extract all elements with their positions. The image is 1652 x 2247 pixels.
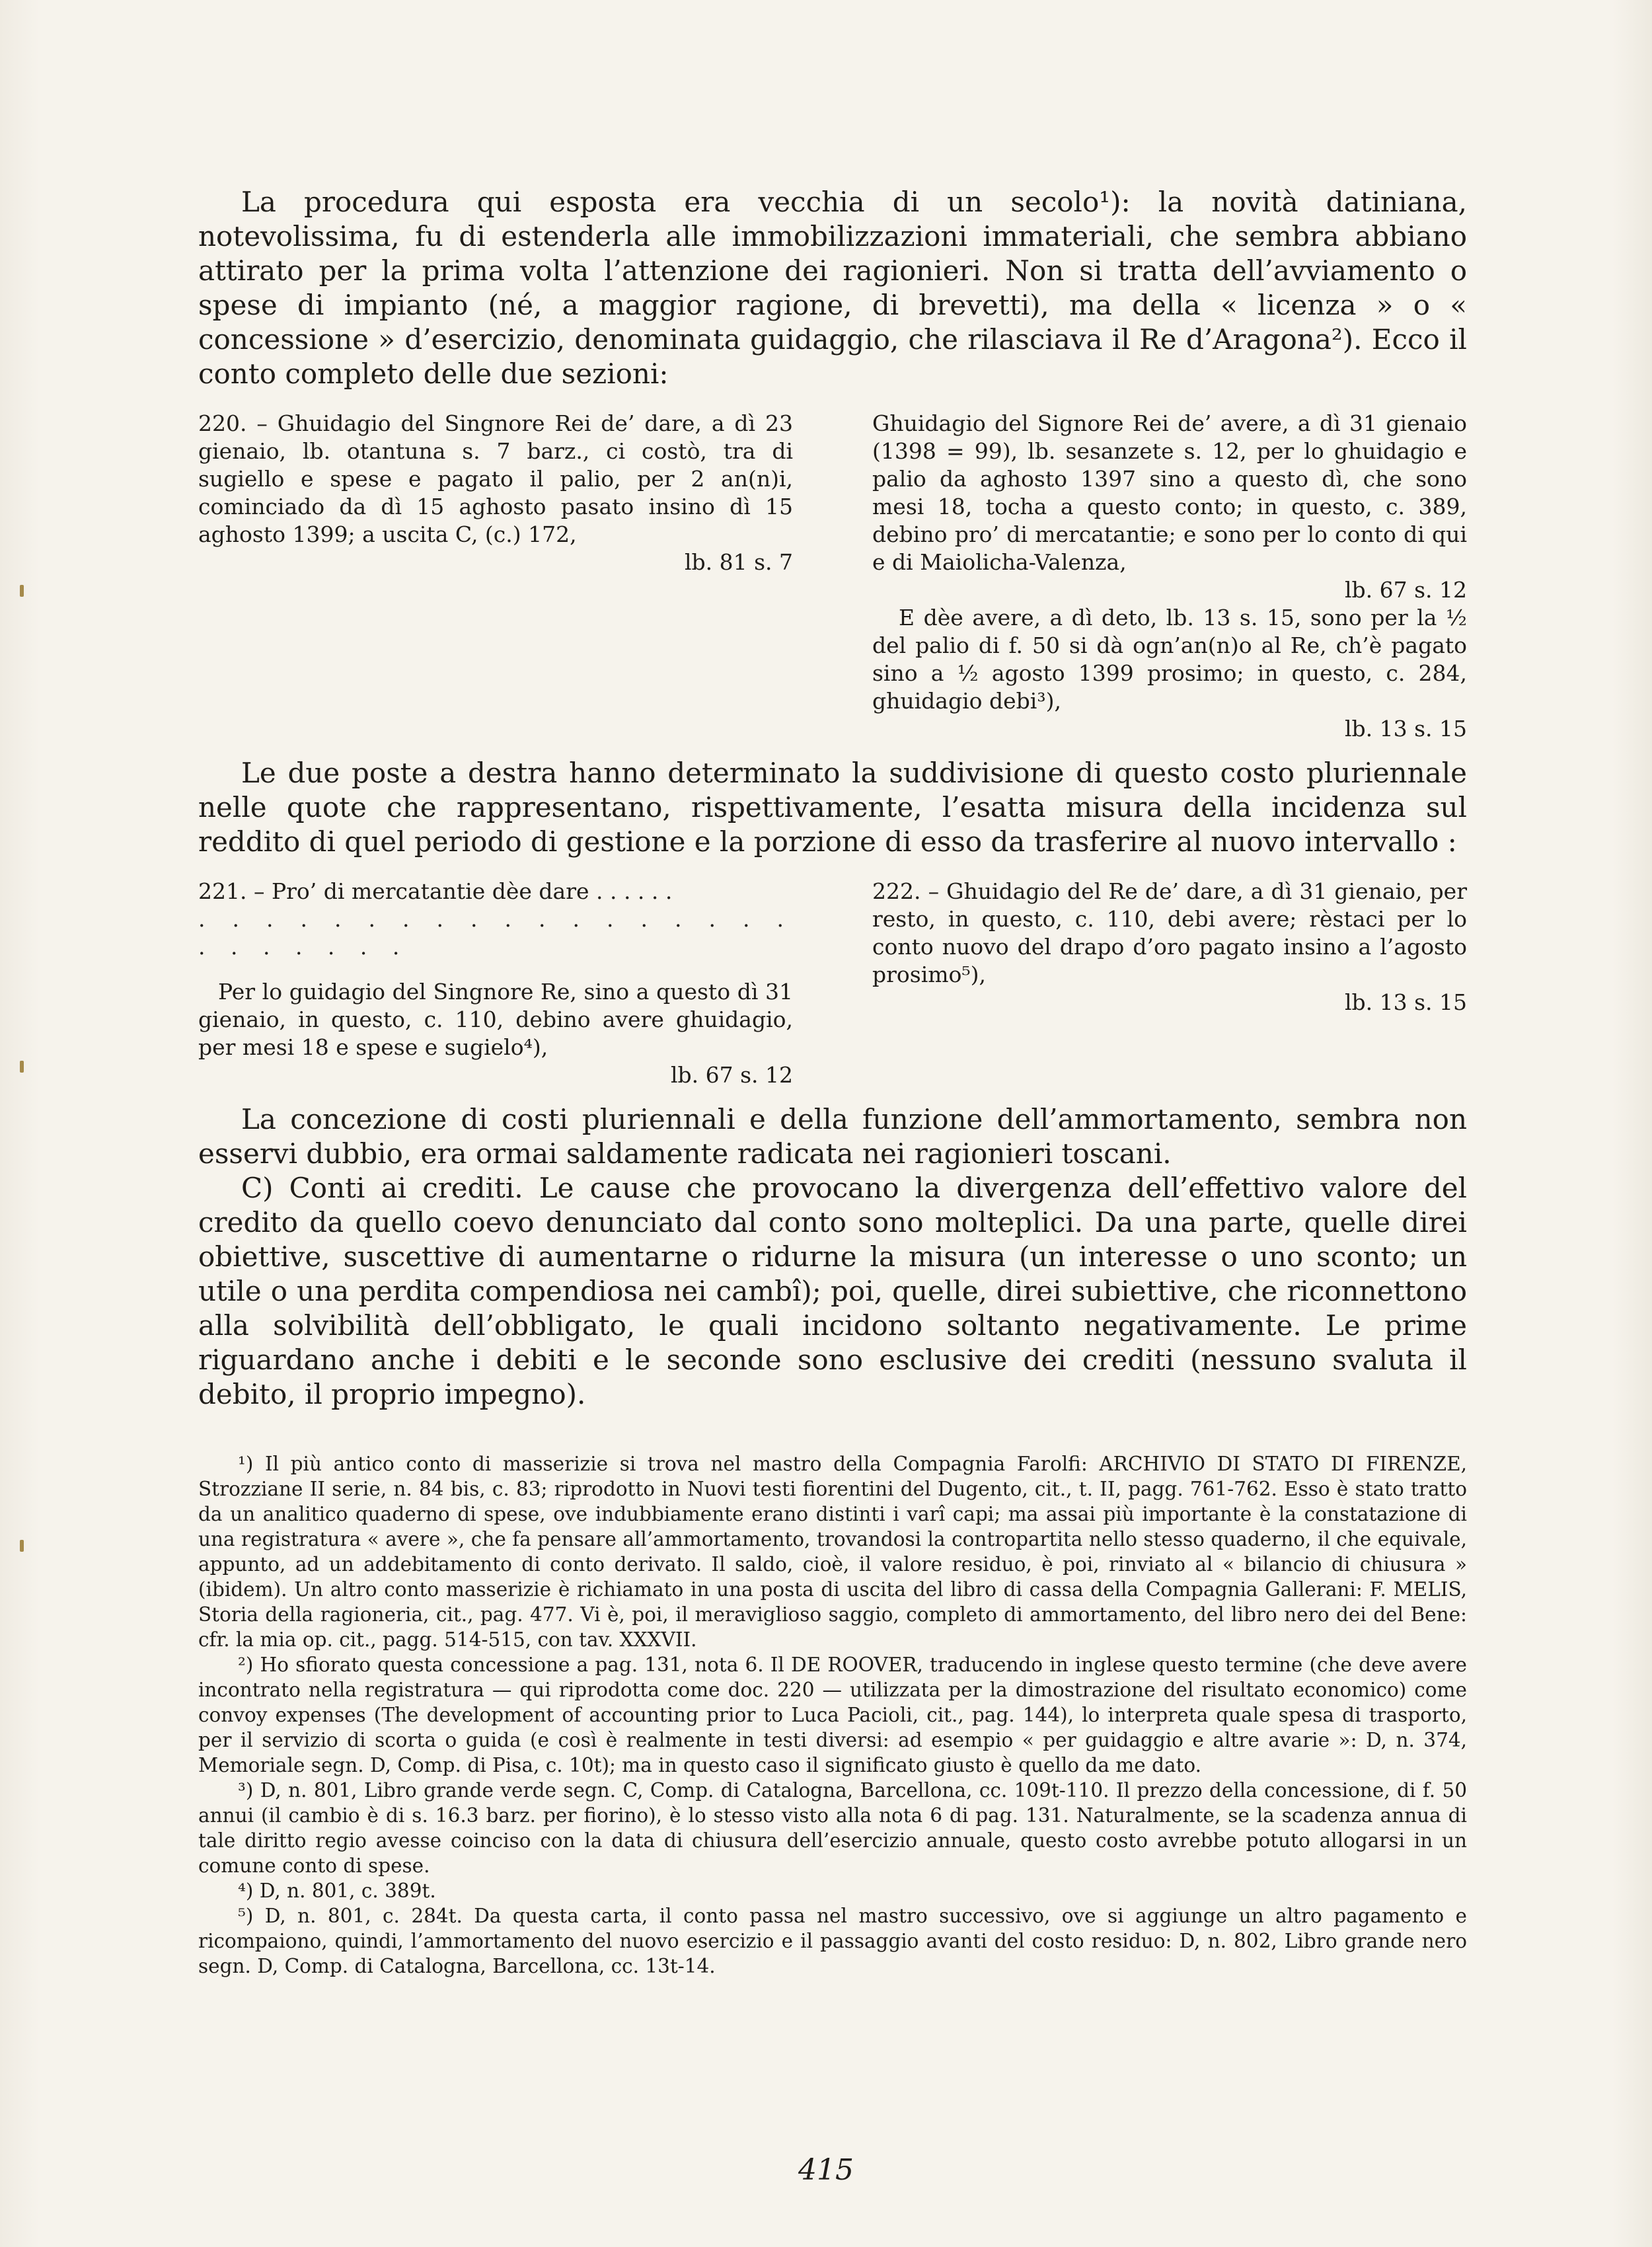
entry-avere-a-text: Ghuidagio del Signore Rei de’ avere, a dì 31 gienaio (1398 = 99), lb. sesanzete s. 12, per lo ghuidagio e palio da aghosto 1397 sino a questo dì, che sono mesi 18, tocha a questo conto; in questo, c. 389, debino pro’ di mercatantie; e sono per lo conto di qui e di Maiolicha-Valenza, [872,410,1467,575]
paragraph-4: C) Conti ai crediti. Le cause che provocano la divergenza dell’effettivo valore del credito da quello coevo denunciato dal conto sono molteplici. Da una parte, quelle direi obiettive, suscettive di aumentarne o ridurne la misura (un interesse o uno sconto; un utile o una perdita compendiosa nei cambî); poi, quelle, direi subiettive, che riconnettono alla solvibilità dell’obbligato, le quali incidono soltanto negativamente. Le prime riguardano anche i debiti e le seconde sono esclusive dei crediti (nessuno svaluta il debito, il proprio impegno). [198,1172,1467,1410]
entry-avere-b-text: E dèe avere, a dì deto, lb. 13 s. 15, sono per la ½ del palio di f. 50 si dà ogn’an(n)o al Re, ch’è pagato sino a ½ agosto 1399 prosimo; in questo, c. 284, ghuidagio debi³), [872,605,1467,714]
entry-221 [198,878,793,1089]
entry-avere-a-amount: lb. 67 s. 12 [1344,577,1467,603]
entry-220-dare [198,410,793,743]
entry-222 [872,878,1467,1089]
ledger-entries-221-222 [198,878,1467,1089]
margin-mark [20,1061,24,1073]
footnote-5: ⁵) D, n. 801, c. 284t. Da questa carta, il conto passa nel mastro successivo, ove si aggiunge un altro pagamento e ricompaiono, quindi, l’ammortamento del nuovo esercizio e il passaggio avanti del costo residuo: D, n. 802, Libro grande nero segn. D, Comp. di Catalogna, Barcellona, cc. 13t-14. [198,1905,1467,1977]
margin-mark [20,585,24,597]
entry-221-amount: lb. 67 s. 12 [670,1062,793,1088]
paragraph-3: La concezione di costi pluriennali e della funzione dell’ammortamento, sembra non esservi dubbio, era ormai saldamente radicata nei ragionieri toscani. [198,1103,1467,1170]
entry-221-text: Per lo guidagio del Singnore Re, sino a questo dì 31 gienaio, in questo, c. 110, debino avere ghuidagio, per mesi 18 e spese e sugielo⁴), [198,979,793,1060]
margin-mark [20,1540,24,1552]
footnote-2: ²) Ho sfiorato questa concessione a pag. 131, nota 6. Il DE ROOVER, traducendo in inglese questo termine (che deve avere incontrato nella registratura — qui riprodotta come doc. 220 — utilizzata per la dimostrazione del risultato economico) come convoy expenses (The development of accounting prior to Luca Pacioli, cit., pag. 144), lo interpreta quale spesa di trasporto, per il servizio di scorta o guida (e così è realmente in testi diversi: ad esempio « per guidaggio e altre avarie »: D, n. 374, Memoriale segn. D, Comp. di Pisa, c. 10t); ma in questo caso il significato giusto è quello da me dato. [198,1654,1467,1776]
footnote-1: ¹) Il più antico conto di masserizie si trova nel mastro della Compagnia Farolfi: ARCHIVIO DI STATO DI FIRENZE, Strozziane II serie, n. 84 bis, c. 83; riprodotto in Nuovi testi fiorentini del Dugento, cit., t. II, pagg. 761-762. Esso è stato tratto da un analitico quaderno di spese, ove indubbiamente erano distinti i varî capi; ma assai più importante è la constatazione di una registratura « avere », che fa pensare all’ammortamento, trovandosi la contropartita nello stesso quaderno, il che equivale, appunto, ad un addebitamento di conto derivato. Il saldo, cioè, il valore residuo, è poi, rinviato al « bilancio di chiusura » (ibidem). Un altro conto masserizie è richiamato in una posta di uscita del libro di cassa della Compagnia Gallerani: F. MELIS, Storia della ragioneria, cit., pag. 477. Vi è, poi, il meraviglioso saggio, completo di ammortamento, del libro nero dei del Bene: cfr. la mia op. cit., pagg. 514-515, con tav. XXXVII. [198,1453,1467,1651]
entry-220-amount: lb. 81 s. 7 [684,549,793,575]
entry-222-amount: lb. 13 s. 15 [1344,989,1467,1015]
entry-220-avere [872,410,1467,743]
footnotes [198,1451,1467,1979]
entry-avere-b-amount: lb. 13 s. 15 [1344,716,1467,742]
entry-221-dots: . . . . . . . . . . . . . . . . . . . . . . . . . [198,906,793,960]
entry-221-head: 221. – Pro’ di mercatantie dèe dare . . . . . . [198,878,673,904]
entry-222-text: 222. – Ghuidagio del Re de’ dare, a dì 31 gienaio, per resto, in questo, c. 110, debi avere; rèstaci per lo conto nuovo del drapo d’oro pagato insino a l’agosto prosimo⁵), [872,878,1467,987]
paragraph-1: La procedura qui esposta era vecchia di un secolo¹): la novità datiniana, notevolissima, fu di estenderla alle immobilizzazioni immateriali, che sembra abbiano attirato per la prima volta l’attenzione dei ragionieri. Non si tratta dell’avviamento o spese di impianto (né, a maggior ragione, di brevetti), ma della « licenza » o « concessione » d’esercizio, denominata guidaggio, che rilasciava il Re d’Aragona²). Ecco il conto completo delle due sezioni: [198,186,1467,390]
ledger-entries-220 [198,410,1467,743]
paragraph-2: Le due poste a destra hanno determinato la suddivisione di questo costo pluriennale nelle quote che rappresentano, rispettivamente, l’esatta misura della incidenza sul reddito di quel periodo di gestione e la porzione di esso da trasferire al nuovo intervallo : [198,757,1467,858]
entry-220-text: 220. – Ghuidagio del Singnore Rei de’ dare, a dì 23 gienaio, lb. otantuna s. 7 barz., ci costò, tra di sugiello e spese e pagato il palio, per 2 an(n)i, cominciado da dì 15 aghosto pasato insino dì 15 aghosto 1399; a uscita C, (c.) 172, [198,410,793,547]
footnote-4: ⁴) D, n. 801, c. 389t. [238,1880,436,1902]
footnote-3: ³) D, n. 801, Libro grande verde segn. C, Comp. di Catalogna, Barcellona, cc. 109t-110. Il prezzo della concessione, di f. 50 annui (il cambio è di s. 16.3 barz. per fiorino), è lo stesso visto alla nota 6 di pag. 131. Naturalmente, se la scadenza annua di tale diritto regio avesse coinciso con la data di chiusura dell’esercizio annuale, questo costo avrebbe potuto allogarsi in un comune conto di spese. [198,1779,1467,1877]
page-content [198,185,1467,1979]
page-number: 415 [798,2153,854,2187]
